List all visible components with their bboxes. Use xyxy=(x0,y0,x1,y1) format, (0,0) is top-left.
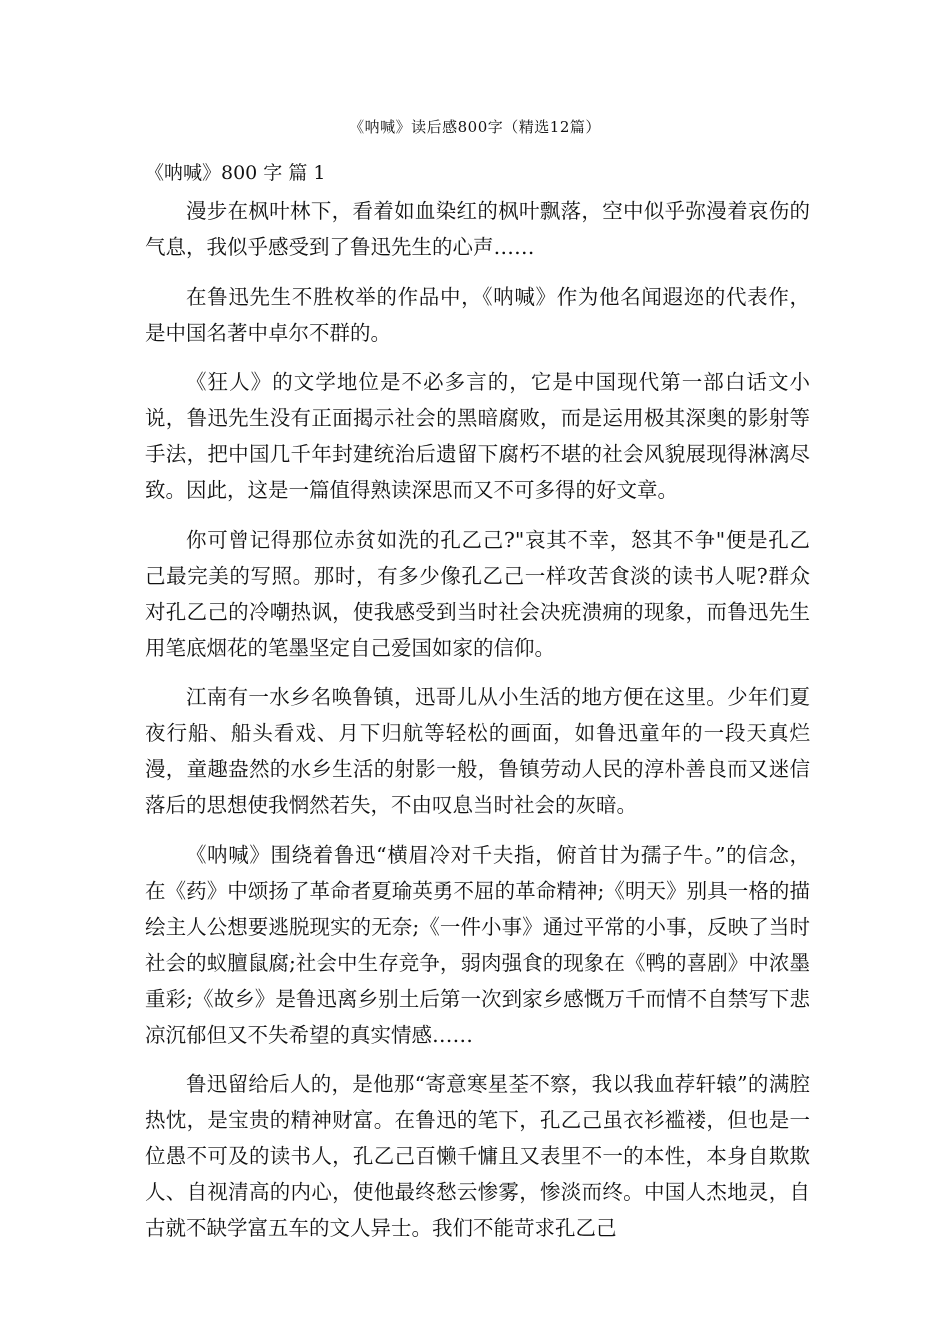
paragraph-5: 江南有一水乡名唤鲁镇，迅哥儿从小生活的地方便在这里。少年们夏夜行船、船头看戏、月下归航等轻松的画面，如鲁迅童年的一段天真烂漫，童趣盎然的水乡生活的射影一般，鲁镇劳动人民的淳朴善良而又迷信落后的思想使我惘然若失，不由叹息当时社会的灰暗。 xyxy=(145,685,810,817)
paragraph-2: 在鲁迅先生不胜枚举的作品中，《呐喊》作为他名闻遐迩的代表作，是中国名著中卓尔不群的。 xyxy=(145,284,810,345)
document-title: 《呐喊》读后感800字（精选12篇） xyxy=(349,118,601,136)
paragraph-4: 你可曾记得那位赤贫如洗的孔乙己?"哀其不幸，怒其不争"便是孔乙己最完美的写照。那时，有多少像孔乙己一样攻苦食淡的读书人呢?群众对孔乙己的冷嘲热讽，使我感受到当时社会决疣溃痈的现象，而鲁迅先生用笔底烟花的笔墨坚定自己爱国如家的信仰。 xyxy=(145,527,810,660)
section-heading: 《呐喊》800 字 篇 1 xyxy=(145,162,326,184)
body-text xyxy=(145,193,810,1260)
paragraph-3: 《狂人》的文学地位是不必多言的，它是中国现代第一部白话文小说，鲁迅先生没有正面揭示社会的黑暗腐败，而是运用极其深奥的影射等手法，把中国几千年封建统治后遗留下腐朽不堪的社会风貌展现得淋漓尽致。因此，这是一篇值得熟读深思而又不可多得的好文章。 xyxy=(145,370,810,502)
paragraph-7: 鲁迅留给后人的，是他那“寄意寒星荃不察，我以我血荐轩辕”的满腔热忱，是宝贵的精神财富。在鲁迅的笔下，孔乙己虽衣衫褴褛，但也是一位愚不可及的读书人，孔乙己百懒千慵且又表里不一的本性，本身自欺欺人、自视清高的内心，使他最终愁云惨雾，惨淡而终。中国人杰地灵，自古就不缺学富五车的文人异士。我们不能苛求孔乙己 xyxy=(145,1072,810,1240)
paragraph-6: 《呐喊》围绕着鲁迅“横眉冷对千夫指，俯首甘为孺子牛。”的信念，在《药》中颂扬了革命者夏瑜英勇不屈的革命精神;《明天》别具一格的描绘主人公想要逃脱现实的无奈;《一件小事》通过平常的小事，反映了当时社会的蚁膻鼠腐;社会中生存竞争，弱肉强食的现象在《鸭的喜剧》中浓墨重彩;《故乡》是鲁迅离乡别土后第一次到家乡感慨万千而情不自禁写下悲凉沉郁但又不失希望的真实情感…… xyxy=(145,842,810,1047)
paragraph-1: 漫步在枫叶林下，看着如血染红的枫叶飘落，空中似乎弥漫着哀伤的气息，我似乎感受到了鲁迅先生的心声…… xyxy=(145,199,810,259)
